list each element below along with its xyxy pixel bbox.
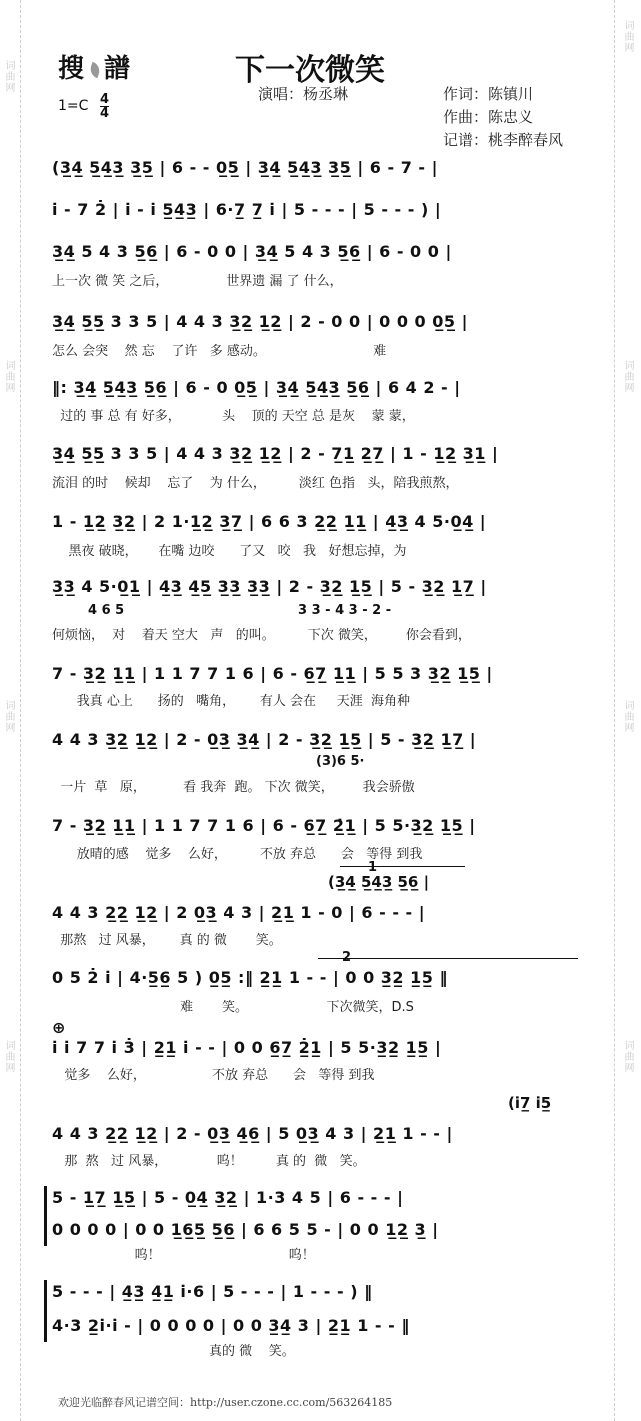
lyric-line-6: 流泪 的时 候却 忘了 为 什么， 淡红 色指 头，陪我煎熬，: [52, 476, 459, 491]
score-line-16-lower: 0 0 0 0 | 0 0 1̲6̲5̲ 5̲6̲ | 6 6 5 5 - | 0 0 1̲2̲ 3̲ |: [52, 1220, 439, 1239]
score-line-2: i̇ - 7 2̇ | i̇ - i̇ 5̲4̲3̲ | 6·7̲ 7̲ i̇ | 5 - - - | 5 - - - ) |: [52, 200, 442, 219]
lyric-line-13: 难 笑。 下次微笑，D.S: [52, 1000, 414, 1015]
watermark-right-1: 词曲网: [622, 20, 633, 53]
score-line-8: 3̲3̲ 4 5·0̲1̲ | 4̲3̲ 4̲5̲ 3̲3̲ 3̲3̲ | 2 - 3̲2̲ 1̲5̲ | 5 - 3̲2̲ 1̲7̲ |: [52, 577, 487, 596]
song-title: 下一次微笑: [235, 53, 385, 88]
score-line-10: 4 4 3 3̲2̲ 1̲2̲ | 2 - 0̲3̲ 3̲4̲ | 2 - 3̲2̲ 1̲5̲ | 5 - 3̲2̲ 1̲7̲ |: [52, 730, 477, 749]
time-bottom: 4: [100, 106, 110, 121]
score-line-13: 0 5 2̇ i̇ | 4·5̲6̲ 5 ) 0̲5̲ :‖ 2̲1̲ 1 - - | 0 0 3̲2̲ 1̲5̲ ‖: [52, 968, 448, 987]
lyricist-credit: 作词：陈镇川: [443, 85, 534, 103]
score-line-5: ‖: 3̲4̲ 5̲4̲3̲ 5̲6̲ | 6 - 0 0̲5̲ | 3̲4̲ 5̲4̲3̲ 5̲6̲ | 6 4 2 - |: [52, 378, 461, 397]
system-bracket-1: [44, 1186, 51, 1246]
lyric-line-15: 那 熬 过 风暴， 呜！ 真 的 微 笑。: [52, 1154, 366, 1169]
left-dashed-border: [20, 0, 21, 1421]
score-line-14: i̇ i̇ 7 7 i̇ 3̇ | 2̲1̲ i̇ - - | 0 0 6̲7̲ 2̲̇1̲ | 5 5·3̲2̲ 1̲5̲ |: [52, 1038, 442, 1057]
lyric-line-10: 一片 草 原， 看 我奔 跑。 下次 微笑， 我会骄傲: [52, 780, 415, 795]
harmony-notes-b: 3 3 ‐ 4 3 ‐ 2 -: [298, 603, 392, 618]
coda-symbol: ⊕: [52, 1018, 66, 1037]
leaf-icon: [88, 62, 102, 79]
volta-2-number: 2: [342, 950, 352, 965]
harmony-notes-a: 4 6 5: [88, 603, 125, 618]
score-line-1: (3̲4̲ 5̲4̲3̲ 3̲5̲ | 6 - - 0̲5̲ | 3̲4̲ 5̲4̲3̲ 3̲5̲ | 6 - 7 - |: [52, 158, 438, 177]
watermark-left-4: 词曲网: [3, 1040, 14, 1073]
lyric-line-8: 何烦恼， 对 着天 空大 声 的叫。 下次 微笑， 你会看到，: [52, 628, 471, 643]
site-logo: [58, 48, 132, 85]
volta-1-number: 1: [368, 860, 378, 875]
lyric-line-3: 上一次 微 笑 之后， 世界遗 漏 了 什么，: [52, 274, 343, 289]
lyric-line-11: 放晴的感 觉多 么好， 不放 弃总 会 等得 到我: [52, 847, 423, 862]
singer-credit: 演唱：杨丞琳: [258, 85, 349, 103]
lyric-line-14: 觉多 么好， 不放 弃总 会 等得 到我: [52, 1068, 375, 1083]
time-signature: [100, 93, 109, 120]
score-line-17-lower: 4·3 2̲i̇·i̇ - | 0 0 0 0 | 0 0 3̲4̲ 3 | 2̲1̲ 1 - - ‖: [52, 1316, 410, 1335]
logo-left-char: 搜: [58, 54, 87, 84]
right-dashed-border: [614, 0, 615, 1421]
coda-upper-notes: (i̇7̲ i̇5̲: [508, 1094, 552, 1112]
score-line-3: 3̲4̲ 5 4 3 5̲6̲ | 6 - 0 0 | 3̲4̲ 5 4 3 5̲6̲ | 6 - 0 0 |: [52, 242, 452, 261]
composer-credit: 作曲：陈忠义: [443, 108, 534, 126]
score-line-12: 4 4 3 2̲2̲ 1̲2̲ | 2 0̲3̲ 4 3 | 2̲1̲ 1 - 0 | 6 - - - |: [52, 903, 426, 922]
volta-2-line: [318, 958, 578, 959]
footer-note: 欢迎光临醉春风记谱空间：http://user.czone.cc.com/563264185: [58, 1396, 393, 1409]
lyric-line-4: 怎么 会突 然 忘 了许 多 感动。 难: [52, 344, 387, 359]
watermark-left-1: 词曲网: [3, 60, 14, 93]
score-line-17-upper: 5 - - - | 4̲3̲ 4̲1̲ i̇·6 | 5 - - - | 1 - - - ) ‖: [52, 1282, 373, 1301]
watermark-right-2: 词曲网: [622, 360, 633, 393]
volta-1-notes: (3̲4̲ 5̲4̲3̲ 5̲6̲ |: [328, 873, 430, 891]
logo-right-char: 譜: [104, 54, 133, 84]
score-line-4: 3̲4̲ 5̲5̲ 3 3 5 | 4 4 3 3̲2̲ 1̲2̲ | 2 - 0 0 | 0 0 0 0̲5̲ |: [52, 312, 468, 331]
score-line-9: 7 - 3̲2̲ 1̲1̲ | 1 1 7 7 1 6 | 6 - 6̲7̲ 1̲1̲ | 5 5 3 3̲2̲ 1̲5̲ |: [52, 664, 493, 683]
volta-1-line: [340, 866, 465, 867]
watermark-right-3: 词曲网: [622, 700, 633, 733]
lyric-line-12: 那熬 过 风暴， 真 的 微 笑。: [52, 933, 282, 948]
key-signature: 1=C: [58, 98, 89, 114]
score-line-7: 1 - 1̲2̲ 3̲2̲ | 2 1·1̲2̲ 3̲7̲ | 6 6 3 2̲2̲ 1̲1̲ | 4̲3̲ 4 5·0̲4̲ |: [52, 512, 487, 531]
lyric-line-17: 真的 微 笑。: [52, 1344, 295, 1359]
transcriber-credit: 记谱：桃李醉春风: [443, 131, 564, 149]
lyric-line-5: 过的 事 总 有 好多， 头 顶的 天空 总 是灰 蒙 蒙，: [52, 409, 415, 424]
score-line-6: 3̲4̲ 5̲5̲ 3 3 5 | 4 4 3 3̲2̲ 1̲2̲ | 2 - 7̲1̲ 2̲7̲ | 1 - 1̲2̲ 3̲1̲ |: [52, 444, 499, 463]
harmony-notes-c: (3)6 5·: [316, 754, 365, 769]
lyric-line-16: 呜！ 呜！: [52, 1248, 315, 1263]
watermark-right-4: 词曲网: [622, 1040, 633, 1073]
watermark-left-3: 词曲网: [3, 700, 14, 733]
system-bracket-2: [44, 1280, 51, 1342]
watermark-left-2: 词曲网: [3, 360, 14, 393]
score-line-11: 7 - 3̲2̲ 1̲1̲ | 1 1 7 7 1 6 | 6 - 6̲7̲ 2̲̇1̲ | 5 5·3̲2̲ 1̲5̲ |: [52, 816, 476, 835]
time-top: 4: [100, 92, 110, 107]
lyric-line-7: 黑夜 破晓， 在嘴 边咬 了又 咬 我 好想忘掉，为: [52, 544, 407, 559]
score-line-15: 4 4 3 2̲2̲ 1̲2̲ | 2 - 0̲3̲ 4̲6̲ | 5 0̲3̲ 4 3 | 2̲1̲ 1 - - |: [52, 1124, 453, 1143]
score-line-16-upper: 5 - 1̲7̲ 1̲5̲ | 5 - 0̲4̲ 3̲2̲ | 1·3 4 5 | 6 - - - |: [52, 1188, 404, 1207]
lyric-line-9: 我真 心上 扬的 嘴角， 有人 会在 天涯 海角种: [52, 694, 410, 709]
